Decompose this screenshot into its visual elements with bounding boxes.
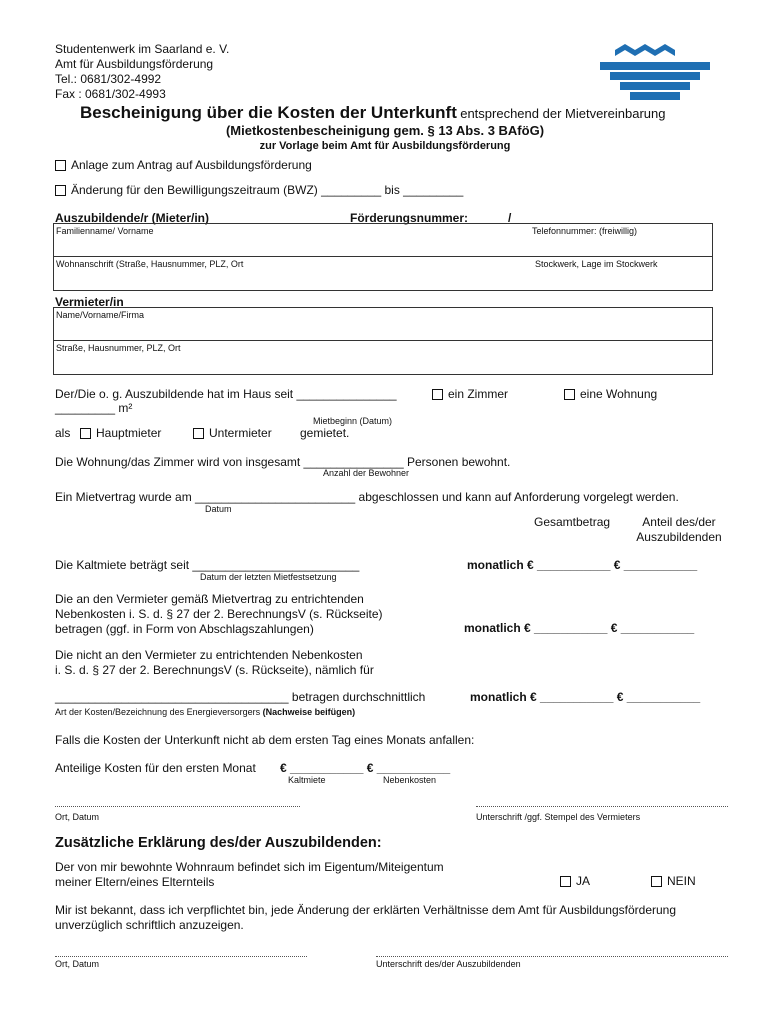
zimmer-checkbox[interactable] (432, 389, 443, 400)
betragen-field[interactable]: ___________________________________ betragen durchschnittlich (55, 690, 426, 704)
antrag-label: Anlage zum Antrag auf Ausbildungsförderung (71, 158, 312, 172)
kaltmiete-sub-label: Datum der letzten Mietfestsetzung (200, 572, 337, 582)
student-signature-label: Unterschrift des/der Auszubildenden (376, 959, 521, 969)
zimmer-option[interactable] (432, 387, 508, 401)
landlord-name-label: Name/Vorname/Firma (56, 310, 145, 320)
option-antrag[interactable] (55, 158, 312, 172)
hauptmieter-option[interactable] (80, 426, 161, 440)
student-heading: Auszubildende/r (Mieter/in) (55, 211, 210, 225)
art-kosten-text: Art der Kosten/Bezeichnung des Energieversorgers (55, 707, 261, 717)
vermieter-signature-label: Unterschrift /ggf. Stempel des Vermieters (476, 812, 641, 822)
zimmer-label: ein Zimmer (448, 387, 509, 401)
col-gesamtbetrag: Gesamtbetrag (534, 515, 611, 529)
org-line: Tel.: 0681/302-4992 (55, 72, 162, 86)
declaration-text (55, 860, 444, 890)
mietvertrag-text: Ein Mietvertrag wurde am ________________________ abgeschlossen und kann auf Anforderung vorgelegt werden. (55, 490, 679, 504)
name-label: Familienname/ Vorname (56, 226, 154, 236)
nebenkosten-label: Nebenkosten (383, 775, 437, 785)
info-line: Mir ist bekannt, dass ich verpflichtet bin, jede Änderung der erklärten Verhältnisse dem Amt für Ausbildungsförderung (55, 903, 677, 917)
antrag-checkbox[interactable] (55, 160, 66, 171)
ort-datum-line[interactable] (55, 956, 307, 957)
title-rest: entsprechend der Mietvereinbarung (460, 106, 666, 121)
wohnung-option[interactable] (564, 387, 657, 401)
untermieter-checkbox[interactable] (193, 428, 204, 439)
col-anteil (634, 515, 724, 545)
nebenkosten-line: Nebenkosten i. S. d. § 27 der 2. BerechnungsV (s. Rückseite) (55, 607, 383, 621)
org-line: Studentenwerk im Saarland e. V. (55, 42, 230, 56)
org-line: Amt für Ausbildungsförderung (55, 57, 214, 71)
nebenkosten2-line: Die nicht an den Vermieter zu entrichtenden Nebenkosten (55, 648, 363, 662)
gemietet-text: gemietet. (300, 426, 350, 440)
wohnung-checkbox[interactable] (564, 389, 575, 400)
anzahl-bewohner-label: Anzahl der Bewohner (323, 468, 410, 478)
declaration-line: Der von mir bewohnte Wohnraum befindet sich im Eigentum/Miteigentum (55, 860, 444, 874)
landlord-box (53, 307, 713, 375)
hauptmieter-checkbox[interactable] (80, 428, 91, 439)
phone-label: Telefonnummer: (freiwillig) (532, 226, 638, 236)
ja-label: JA (576, 874, 591, 888)
ort-datum-line[interactable] (55, 806, 300, 807)
nebenkosten2-line: i. S. d. § 27 der 2. BerechnungsV (s. Rückseite), nämlich für (55, 663, 374, 677)
haus-seit-text: Der/Die o. g. Auszubildende hat im Haus seit _______________ (55, 387, 397, 401)
ja-checkbox[interactable] (560, 876, 571, 887)
form-subtitle: (Mietkostenbescheinigung gem. § 13 Abs. 3 BAföG) (225, 123, 545, 138)
anteilige-euro-fields[interactable]: € ___________ € ___________ (280, 761, 451, 775)
nein-checkbox[interactable] (651, 876, 662, 887)
mietbeginn-label: Mietbeginn (Datum) (313, 416, 393, 426)
org-line: Fax : 0681/302-4993 (55, 87, 166, 101)
insgesamt-text: Die Wohnung/das Zimmer wird von insgesamt _______________ Personen bewohnt. (55, 455, 511, 469)
nebenkosten-line: betragen (ggf. in Form von Abschlagszahlungen) (55, 622, 314, 636)
nebenkosten2-text (55, 648, 374, 678)
kaltmiete-label: Kaltmiete (288, 775, 326, 785)
kaltmiete-text: Die Kaltmiete beträgt seit _________________________ (55, 558, 360, 572)
untermieter-label: Untermieter (209, 426, 272, 440)
option-aenderung[interactable] (55, 183, 463, 197)
info-text (55, 903, 676, 933)
monatlich-nebenkosten-fields[interactable]: monatlich € ___________ € ___________ (464, 621, 695, 635)
divider (53, 256, 713, 257)
student-signature-line[interactable] (376, 956, 728, 957)
aenderung-label: Änderung für den Bewilligungszeitraum (BWZ) _________ bis _________ (71, 183, 464, 197)
falls-text: Falls die Kosten der Unterkunft nicht ab dem ersten Tag eines Monats anfallen: (55, 733, 475, 747)
divider (53, 340, 713, 341)
declaration-line: meiner Eltern/eines Elternteils (55, 875, 215, 889)
art-kosten-label (55, 707, 355, 717)
als-label: als (55, 426, 71, 440)
nein-option[interactable] (651, 874, 696, 888)
datum-label: Datum (205, 504, 232, 514)
col-anteil-line: Anteil des/der (642, 515, 716, 529)
foerderungsnummer-field[interactable]: Förderungsnummer: _____ / ___________________________ (350, 211, 695, 225)
monatlich-kaltmiete-fields[interactable]: monatlich € ___________ € ___________ (467, 558, 698, 572)
monatlich-energie-fields[interactable]: monatlich € ___________ € ___________ (470, 690, 701, 704)
address-label: Wohnanschrift (Straße, Hausnummer, PLZ, Ort (56, 259, 244, 269)
floor-label: Stockwerk, Lage im Stockwerk (535, 259, 658, 269)
landlord-heading: Vermieter/in (55, 295, 124, 309)
nein-label: NEIN (667, 874, 696, 888)
ja-option[interactable] (560, 874, 590, 888)
ort-datum-label: Ort, Datum (55, 812, 100, 822)
declaration-heading: Zusätzliche Erklärung des/der Auszubildenden: (55, 835, 382, 851)
anteilige-text: Anteilige Kosten für den ersten Monat (55, 761, 256, 775)
vermieter-signature-line[interactable] (476, 806, 728, 807)
qm-field[interactable]: _________ m² (55, 401, 133, 415)
wohnung-label: eine Wohnung (580, 387, 658, 401)
nebenkosten-line: Die an den Vermieter gemäß Mietvertrag zu entrichtenden (55, 592, 364, 606)
untermieter-option[interactable] (193, 426, 272, 440)
aenderung-checkbox[interactable] (55, 185, 66, 196)
hauptmieter-label: Hauptmieter (96, 426, 162, 440)
form-title (80, 103, 665, 123)
form-note: zur Vorlage beim Amt für Ausbildungsförderung (259, 140, 511, 152)
nebenkosten-text (55, 592, 383, 637)
org-address (55, 42, 229, 102)
info-line: unverzüglich schriftlich anzuzeigen. (55, 918, 244, 932)
nachweise-text: (Nachweise beifügen) (262, 707, 356, 717)
ort-datum-label: Ort, Datum (55, 959, 100, 969)
col-anteil-line: Auszubildenden (636, 530, 722, 544)
studentenwerk-logo-icon (595, 42, 715, 107)
landlord-address-label: Straße, Hausnummer, PLZ, Ort (56, 343, 181, 353)
title-bold: Bescheinigung über die Kosten der Unterkunft (80, 103, 457, 122)
